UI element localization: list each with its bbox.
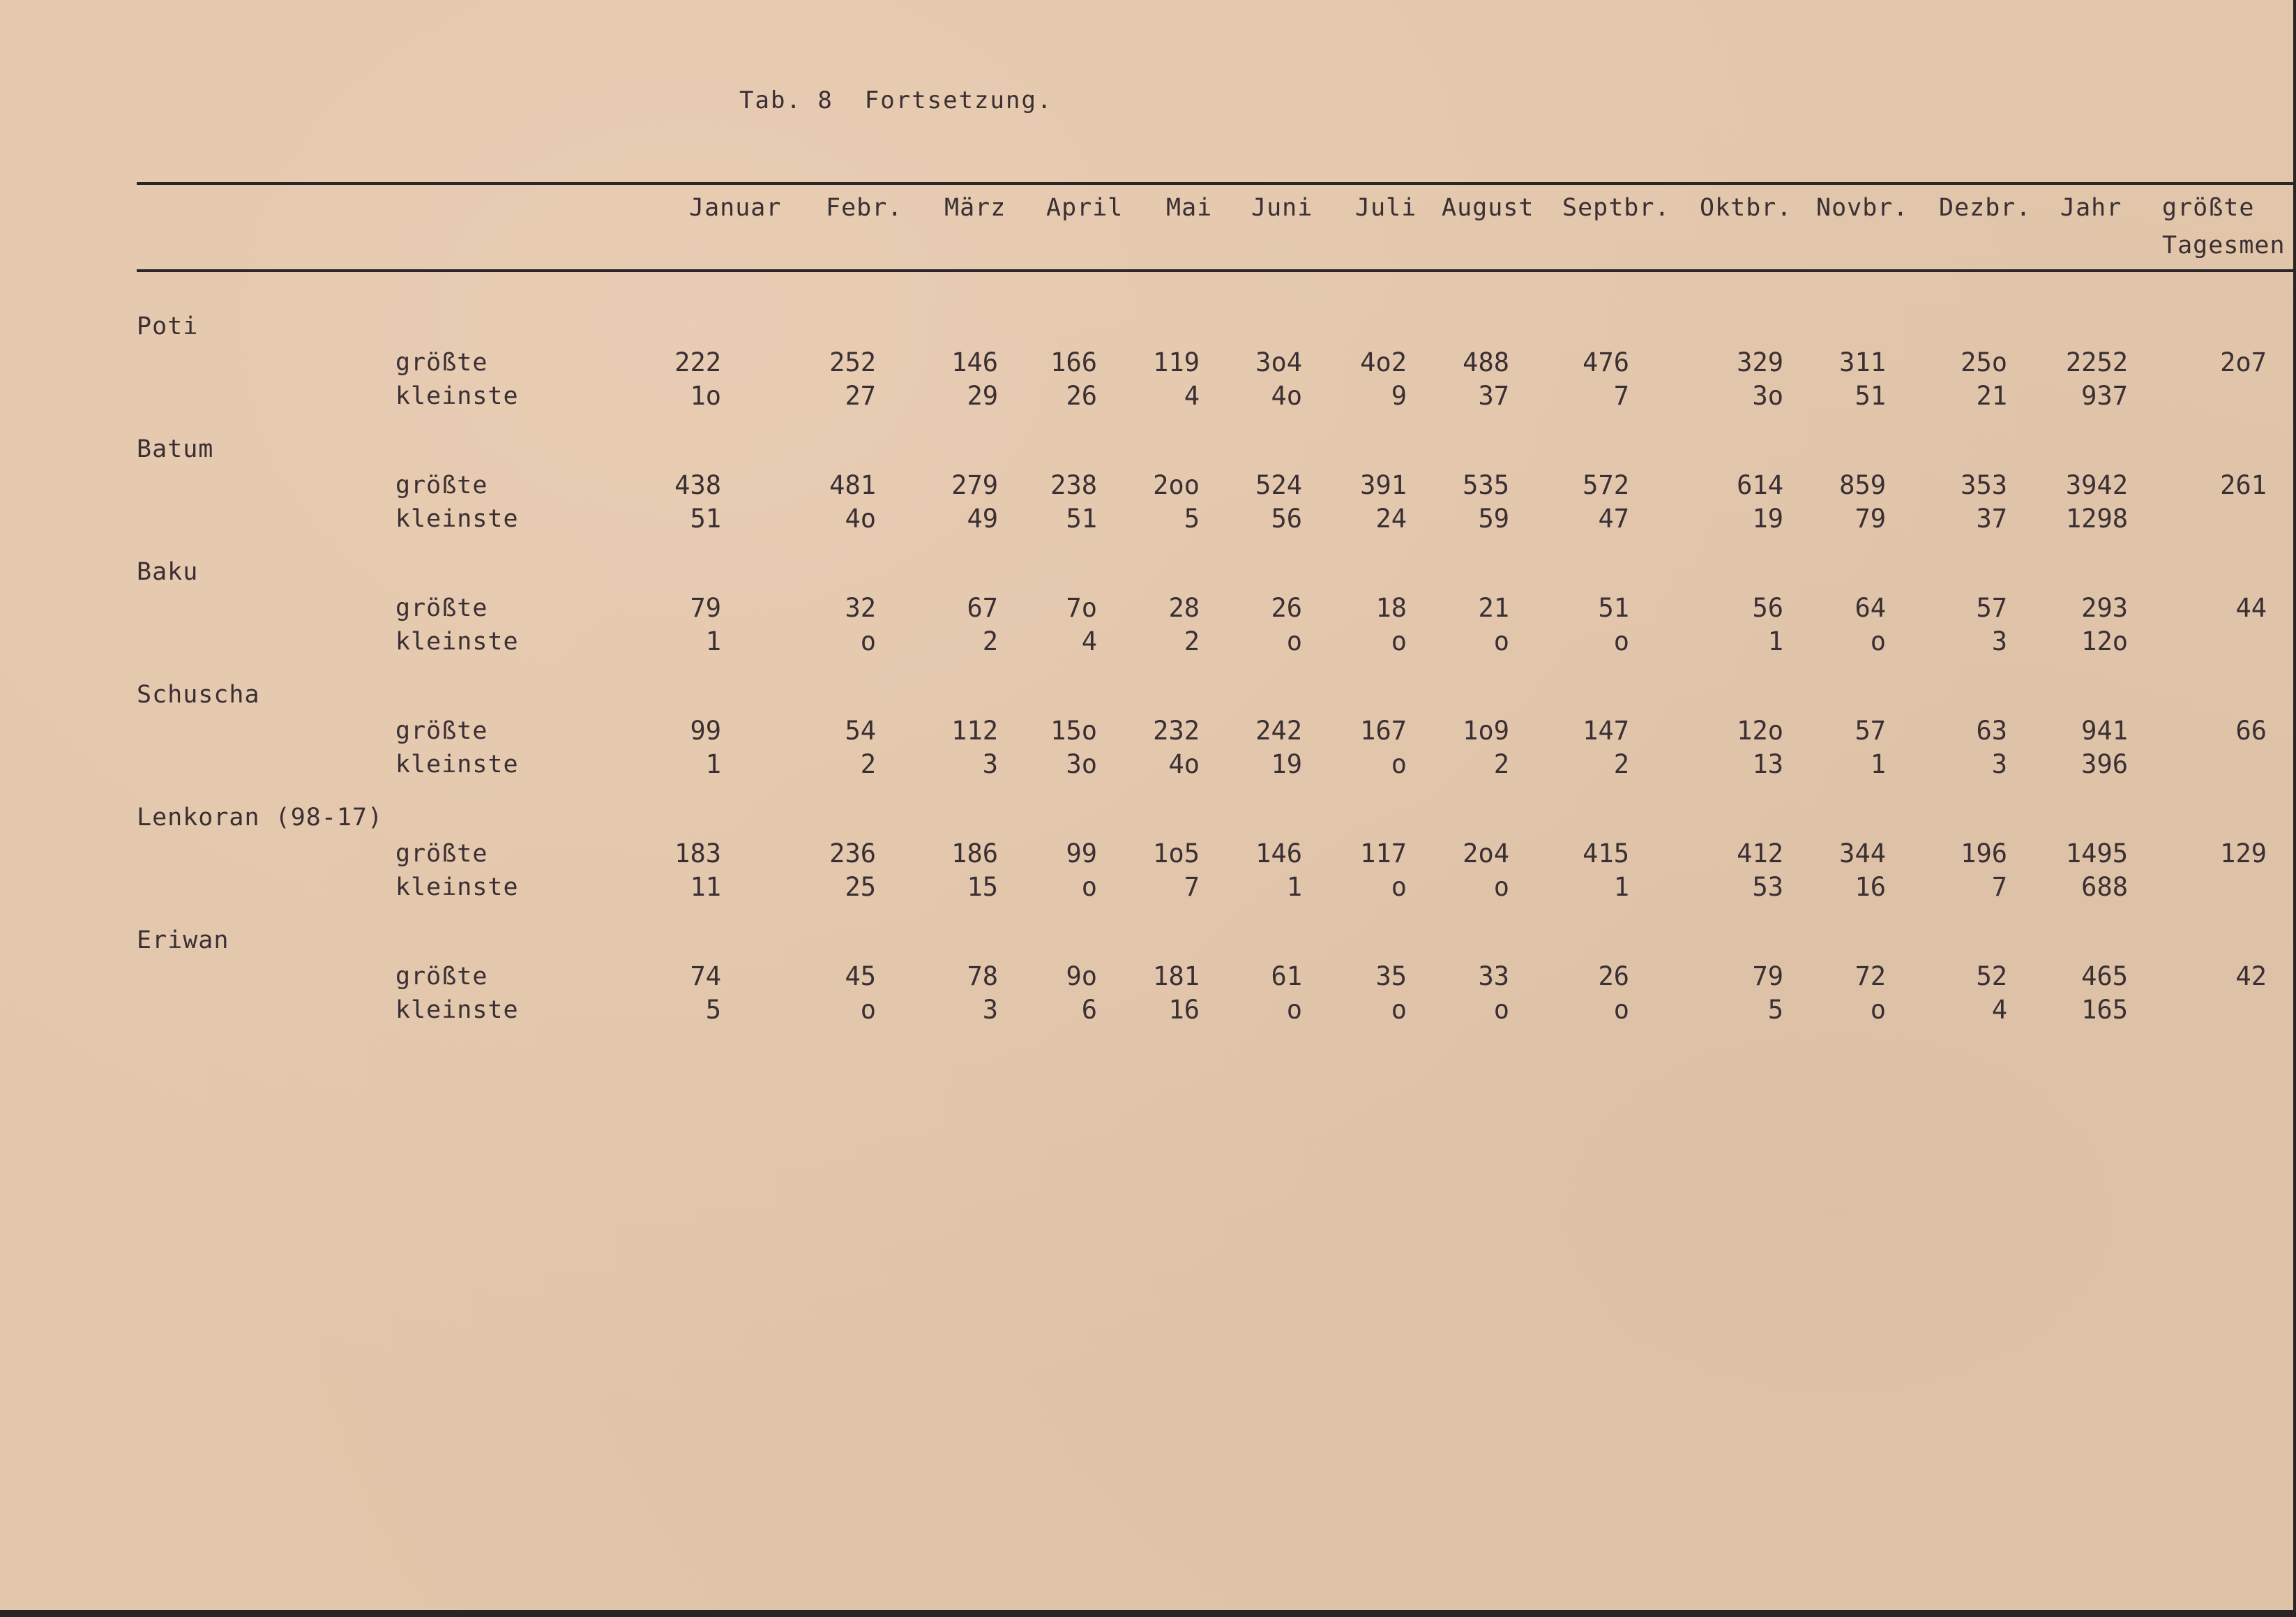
station-name: Poti bbox=[137, 313, 199, 340]
table-cell-min: 6 bbox=[1081, 995, 1097, 1025]
table-cell-min: 3 bbox=[982, 749, 998, 779]
table-cell-min: 1 bbox=[705, 626, 721, 656]
table-cell-max: 146 bbox=[951, 347, 998, 377]
table-cell-min: 47 bbox=[1598, 504, 1629, 534]
station-name: Batum bbox=[137, 435, 214, 463]
table-cell-max: 183 bbox=[674, 838, 721, 868]
table-cell-min: 2 bbox=[1493, 749, 1509, 779]
row-label-min: kleinste bbox=[395, 873, 519, 901]
column-header: April bbox=[1046, 194, 1124, 222]
table-cell-min: 49 bbox=[967, 504, 998, 534]
table-cell-min: 3 bbox=[1991, 749, 2007, 779]
table-cell-min: 51 bbox=[1855, 381, 1886, 411]
table-cell-min: 4 bbox=[1081, 626, 1097, 656]
table-cell-max: 35 bbox=[1375, 961, 1407, 991]
station-name: Lenkoran (98-17) bbox=[137, 804, 384, 832]
table-cell-max: 941 bbox=[2081, 716, 2128, 746]
table-cell-max: 33 bbox=[1478, 961, 1509, 991]
table-cell-max: 465 bbox=[2081, 961, 2128, 991]
table-cell-max: 196 bbox=[1961, 838, 2007, 868]
table-cell-daymax: 44 bbox=[2235, 593, 2267, 623]
table-cell-min: 1298 bbox=[2065, 504, 2128, 534]
table-cell-max: 52 bbox=[1976, 961, 2007, 991]
table-cell-max: 4o2 bbox=[1360, 347, 1407, 377]
table-cell-min: 2 bbox=[1613, 749, 1629, 779]
table-cell-min: o bbox=[1493, 872, 1509, 902]
table-cell-max: 61 bbox=[1271, 961, 1302, 991]
station-name: Schuscha bbox=[137, 681, 260, 709]
table-cell-max: 99 bbox=[1066, 838, 1097, 868]
scan-bottom-edge bbox=[0, 1610, 2296, 1617]
table-cell-min: 2 bbox=[860, 749, 876, 779]
table-cell-max: 51 bbox=[1598, 593, 1629, 623]
table-cell-min: 7 bbox=[1613, 381, 1629, 411]
table-cell-max: 391 bbox=[1360, 470, 1407, 500]
table-cell-min: 19 bbox=[1271, 749, 1302, 779]
table-cell-max: 186 bbox=[951, 838, 998, 868]
row-label-min: kleinste bbox=[395, 382, 519, 410]
row-label-min: kleinste bbox=[395, 505, 519, 533]
row-label-max: größte bbox=[395, 472, 488, 499]
table-cell-min: o bbox=[860, 995, 876, 1025]
table-cell-daymax: 66 bbox=[2235, 716, 2267, 746]
table-cell-max: 26 bbox=[1598, 961, 1629, 991]
table-cell-max: 3942 bbox=[2065, 470, 2128, 500]
table-cell-min: 2 bbox=[982, 626, 998, 656]
table-cell-max: 3o4 bbox=[1255, 347, 1302, 377]
table-cell-min: 4 bbox=[1991, 995, 2007, 1025]
column-header: Juli bbox=[1355, 194, 1417, 222]
row-label-max: größte bbox=[395, 840, 488, 868]
table-cell-min: 3 bbox=[982, 995, 998, 1025]
table-cell-max: 181 bbox=[1153, 961, 1200, 991]
table-cell-min: 1 bbox=[1870, 749, 1886, 779]
table-cell-max: 344 bbox=[1839, 838, 1886, 868]
table-cell-max: 79 bbox=[1752, 961, 1783, 991]
table-cell-min: 27 bbox=[845, 381, 876, 411]
column-header: Mai bbox=[1166, 194, 1213, 222]
column-header: Jahr bbox=[2060, 194, 2122, 222]
table-cell-min: 1 bbox=[1613, 872, 1629, 902]
table-cell-max: 1o9 bbox=[1463, 716, 1509, 746]
table-cell-min: 59 bbox=[1478, 504, 1509, 534]
table-cell-max: 56 bbox=[1752, 593, 1783, 623]
table-cell-min: 26 bbox=[1066, 381, 1097, 411]
table-cell-min: o bbox=[1613, 995, 1629, 1025]
table-cell-max: 112 bbox=[951, 716, 998, 746]
table-cell-min: 37 bbox=[1976, 504, 2007, 534]
table-cell-max: 57 bbox=[1855, 716, 1886, 746]
table-cell-max: 412 bbox=[1737, 838, 1783, 868]
table-cell-min: 7 bbox=[1184, 872, 1200, 902]
table-cell-min: 79 bbox=[1855, 504, 1886, 534]
table-cell-max: 232 bbox=[1153, 716, 1200, 746]
table-cell-daymax: 129 bbox=[2220, 838, 2267, 868]
table-cell-max: 488 bbox=[1463, 347, 1509, 377]
table-cell-min: 21 bbox=[1976, 381, 2007, 411]
table-cell-max: 7o bbox=[1066, 593, 1097, 623]
table-cell-min: 56 bbox=[1271, 504, 1302, 534]
header-top-rule bbox=[137, 182, 2296, 185]
table-cell-max: 238 bbox=[1050, 470, 1097, 500]
table-cell-daymax: 42 bbox=[2235, 961, 2267, 991]
table-cell-min: 4o bbox=[1168, 749, 1200, 779]
table-cell-min: 1o bbox=[690, 381, 721, 411]
table-cell-min: 25 bbox=[845, 872, 876, 902]
table-cell-max: 28 bbox=[1168, 593, 1200, 623]
table-cell-min: 19 bbox=[1752, 504, 1783, 534]
table-cell-max: 15o bbox=[1050, 716, 1097, 746]
table-cell-max: 72 bbox=[1855, 961, 1886, 991]
table-cell-max: 311 bbox=[1839, 347, 1886, 377]
table-cell-min: 3o bbox=[1752, 381, 1783, 411]
table-cell-min: o bbox=[1391, 872, 1407, 902]
row-label-min: kleinste bbox=[395, 751, 519, 779]
table-cell-min: 4 bbox=[1184, 381, 1200, 411]
table-cell-max: 252 bbox=[829, 347, 876, 377]
column-header: Januar bbox=[689, 194, 782, 222]
column-header-daymax-line2: Tagesmen bbox=[2162, 232, 2286, 260]
table-cell-min: 15 bbox=[967, 872, 998, 902]
table-cell-max: 535 bbox=[1463, 470, 1509, 500]
scan-right-edge bbox=[2293, 0, 2296, 1617]
table-cell-max: 21 bbox=[1478, 593, 1509, 623]
table-cell-daymax: 261 bbox=[2220, 470, 2267, 500]
table-cell-min: o bbox=[1613, 626, 1629, 656]
table-cell-max: 242 bbox=[1255, 716, 1302, 746]
column-header: Novbr. bbox=[1816, 194, 1909, 222]
table-cell-max: 415 bbox=[1583, 838, 1629, 868]
table-cell-min: 3 bbox=[1991, 626, 2007, 656]
table-cell-max: 572 bbox=[1583, 470, 1629, 500]
table-cell-max: 1o5 bbox=[1153, 838, 1200, 868]
table-cell-min: 4o bbox=[1271, 381, 1302, 411]
table-cell-max: 74 bbox=[690, 961, 721, 991]
table-cell-max: 481 bbox=[829, 470, 876, 500]
table-cell-max: 99 bbox=[690, 716, 721, 746]
column-header-daymax: größte bbox=[2162, 194, 2255, 222]
row-label-max: größte bbox=[395, 594, 488, 622]
table-cell-max: 2oo bbox=[1153, 470, 1200, 500]
table-cell-min: 51 bbox=[690, 504, 721, 534]
table-cell-min: 37 bbox=[1478, 381, 1509, 411]
table-cell-max: 57 bbox=[1976, 593, 2007, 623]
table-cell-min: 1 bbox=[705, 749, 721, 779]
table-cell-max: 79 bbox=[690, 593, 721, 623]
table-cell-min: 16 bbox=[1855, 872, 1886, 902]
table-cell-min: o bbox=[1081, 872, 1097, 902]
table-cell-max: 117 bbox=[1360, 838, 1407, 868]
table-cell-max: 25o bbox=[1961, 347, 2007, 377]
table-cell-daymax: 2o7 bbox=[2220, 347, 2267, 377]
table-cell-max: 614 bbox=[1737, 470, 1783, 500]
table-cell-max: 67 bbox=[967, 593, 998, 623]
table-cell-max: 18 bbox=[1375, 593, 1407, 623]
row-label-max: größte bbox=[395, 963, 488, 991]
table-cell-min: o bbox=[1391, 749, 1407, 779]
table-cell-min: o bbox=[1870, 626, 1886, 656]
table-cell-max: 279 bbox=[951, 470, 998, 500]
table-cell-min: 51 bbox=[1066, 504, 1097, 534]
table-cell-max: 32 bbox=[845, 593, 876, 623]
table-cell-max: 353 bbox=[1961, 470, 2007, 500]
table-cell-min: 688 bbox=[2081, 872, 2128, 902]
table-cell-max: 63 bbox=[1976, 716, 2007, 746]
row-label-min: kleinste bbox=[395, 996, 519, 1024]
table-cell-min: o bbox=[1493, 626, 1509, 656]
table-cell-max: 1495 bbox=[2065, 838, 2128, 868]
table-cell-max: 293 bbox=[2081, 593, 2128, 623]
table-cell-min: o bbox=[860, 626, 876, 656]
table-caption: Tab. 8 Fortsetzung. bbox=[739, 87, 1053, 114]
column-header: August bbox=[1442, 194, 1534, 222]
row-label-min: kleinste bbox=[395, 628, 519, 656]
row-label-max: größte bbox=[395, 349, 488, 377]
table-cell-max: 166 bbox=[1050, 347, 1097, 377]
table-cell-max: 147 bbox=[1583, 716, 1629, 746]
table-cell-min: o bbox=[1391, 995, 1407, 1025]
table-cell-min: 396 bbox=[2081, 749, 2128, 779]
table-cell-max: 9o bbox=[1066, 961, 1097, 991]
table-cell-min: o bbox=[1870, 995, 1886, 1025]
table-cell-max: 476 bbox=[1583, 347, 1629, 377]
column-header: Dezbr. bbox=[1939, 194, 2032, 222]
table-cell-max: 329 bbox=[1737, 347, 1783, 377]
table-cell-min: 16 bbox=[1168, 995, 1200, 1025]
column-header: Oktbr. bbox=[1700, 194, 1792, 222]
table-cell-max: 236 bbox=[829, 838, 876, 868]
table-cell-min: 4o bbox=[845, 504, 876, 534]
table-cell-min: 1 bbox=[1286, 872, 1302, 902]
column-header: Juni bbox=[1251, 194, 1313, 222]
station-name: Baku bbox=[137, 558, 199, 586]
table-cell-max: 119 bbox=[1153, 347, 1200, 377]
table-cell-min: 12o bbox=[2081, 626, 2128, 656]
table-cell-min: 9 bbox=[1391, 381, 1407, 411]
table-cell-min: o bbox=[1286, 995, 1302, 1025]
table-cell-max: 12o bbox=[1737, 716, 1783, 746]
table-cell-min: 7 bbox=[1991, 872, 2007, 902]
column-header: Febr. bbox=[826, 194, 903, 222]
table-cell-max: 222 bbox=[674, 347, 721, 377]
table-cell-max: 2o4 bbox=[1463, 838, 1509, 868]
table-cell-min: 1 bbox=[1767, 626, 1783, 656]
table-cell-max: 54 bbox=[845, 716, 876, 746]
table-cell-max: 524 bbox=[1255, 470, 1302, 500]
table-cell-max: 64 bbox=[1855, 593, 1886, 623]
table-cell-max: 45 bbox=[845, 961, 876, 991]
table-cell-min: 24 bbox=[1375, 504, 1407, 534]
table-cell-max: 859 bbox=[1839, 470, 1886, 500]
header-bottom-rule bbox=[137, 269, 2296, 272]
table-cell-min: 937 bbox=[2081, 381, 2128, 411]
table-cell-min: 53 bbox=[1752, 872, 1783, 902]
table-cell-min: 13 bbox=[1752, 749, 1783, 779]
table-cell-min: o bbox=[1391, 626, 1407, 656]
table-cell-max: 2252 bbox=[2065, 347, 2128, 377]
table-cell-min: 5 bbox=[705, 995, 721, 1025]
table-cell-min: o bbox=[1493, 995, 1509, 1025]
station-name: Eriwan bbox=[137, 926, 229, 954]
table-cell-max: 146 bbox=[1255, 838, 1302, 868]
table-cell-max: 438 bbox=[674, 470, 721, 500]
table-cell-min: 5 bbox=[1184, 504, 1200, 534]
table-cell-min: o bbox=[1286, 626, 1302, 656]
table-cell-min: 3o bbox=[1066, 749, 1097, 779]
column-header: März bbox=[944, 194, 1006, 222]
row-label-max: größte bbox=[395, 717, 488, 745]
table-cell-max: 167 bbox=[1360, 716, 1407, 746]
table-cell-min: 11 bbox=[690, 872, 721, 902]
table-cell-min: 29 bbox=[967, 381, 998, 411]
table-cell-min: 2 bbox=[1184, 626, 1200, 656]
table-cell-min: 165 bbox=[2081, 995, 2128, 1025]
column-header: Septbr. bbox=[1562, 194, 1670, 222]
table-cell-min: 5 bbox=[1767, 995, 1783, 1025]
table-cell-max: 78 bbox=[967, 961, 998, 991]
table-cell-max: 26 bbox=[1271, 593, 1302, 623]
